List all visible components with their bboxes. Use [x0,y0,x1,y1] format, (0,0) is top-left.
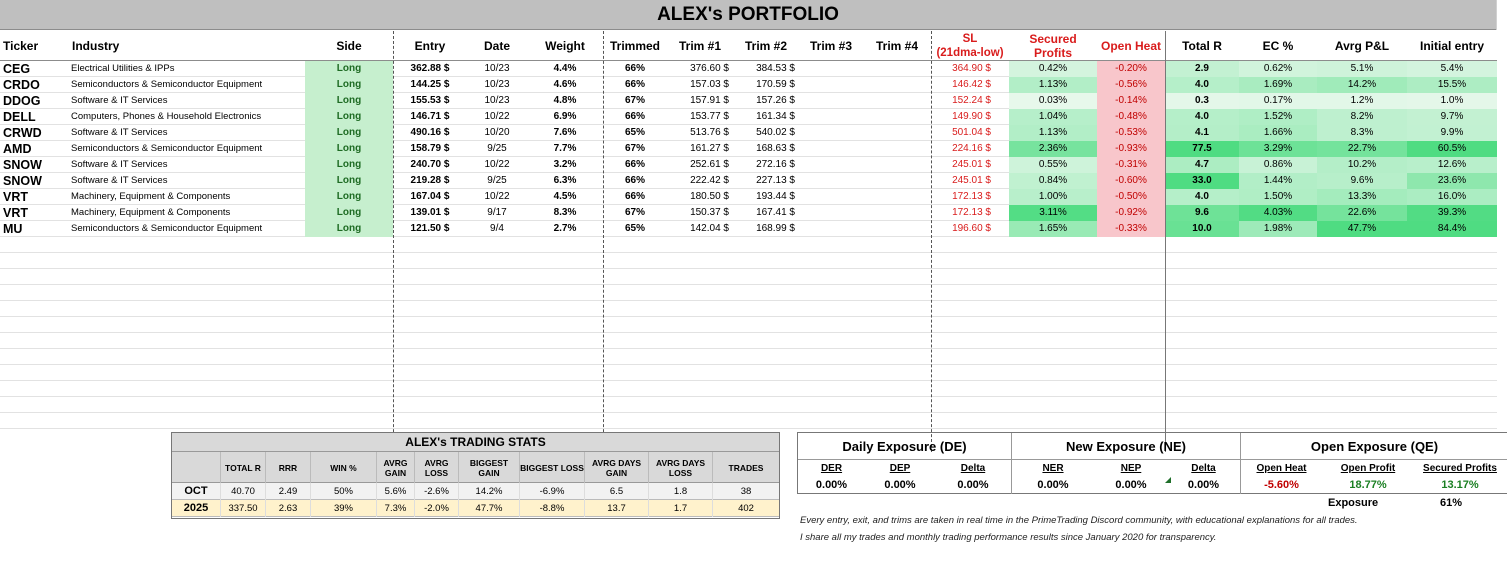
cell-side[interactable]: Long [305,173,393,189]
cell-ticker[interactable]: CEG [3,62,31,76]
table-row[interactable] [0,109,1497,125]
cell-side[interactable]: Long [305,205,393,221]
cell-trim2[interactable]: 167.41 $ [756,207,795,218]
cell-ec[interactable]: 0.17% [1239,93,1317,109]
table-row[interactable] [0,141,1497,157]
cell-trimmed[interactable]: 66% [624,79,645,90]
empty-row[interactable] [0,349,1497,365]
cell-total-r[interactable]: 4.0 [1165,189,1239,205]
cell-sl[interactable]: 149.90 $ [952,111,991,122]
col-avrg-pnl[interactable]: Avrg P&L [1334,39,1390,53]
empty-row[interactable] [0,397,1497,413]
cell-initial-entry[interactable]: 9.7% [1407,109,1497,125]
cell-trimmed[interactable]: 66% [624,159,645,170]
exposure-value-cell: -5.60% [1264,479,1299,491]
cell-ec[interactable]: 3.29% [1239,141,1317,157]
cell-ec[interactable]: 1.52% [1239,109,1317,125]
exposure-value-cell: 18.77% [1349,479,1387,491]
exposure-value-cell: 0.00% [1115,479,1147,491]
cell-industry[interactable]: Machinery, Equipment & Components [71,207,231,218]
empty-row[interactable] [0,381,1497,397]
column-divider [1165,31,1166,452]
exposure-value-cell: 0.00% [1187,479,1220,491]
exposure-subheader: NEP [1120,463,1142,474]
stats-row-label: 2025 [183,502,209,514]
empty-row[interactable] [0,253,1497,269]
col-entry[interactable]: Entry [414,39,446,53]
cell-side[interactable]: Long [305,157,393,173]
col-weight[interactable]: Weight [545,39,585,53]
cell-ec[interactable]: 1.66% [1239,125,1317,141]
column-divider [393,31,394,452]
cell-secured-profits[interactable]: 3.11% [1009,205,1097,221]
cell-trimmed[interactable]: 66% [624,175,645,186]
cell-trim2[interactable]: 168.99 $ [756,223,795,234]
stats-col-header: AVRG DAYS LOSS [648,452,712,483]
cell-side[interactable]: Long [305,109,393,125]
col-sl[interactable] [931,31,1009,61]
stats-value: 14.2% [458,483,519,500]
cell-secured-profits[interactable]: 1.00% [1009,189,1097,205]
col-date[interactable]: Date [483,39,510,53]
cell-secured-profits[interactable]: 1.65% [1009,221,1097,237]
stats-col-header: WIN % [310,452,376,483]
cell-date[interactable]: 9/25 [487,175,507,186]
cell-avrg-pnl[interactable]: 10.2% [1317,157,1407,173]
cell-open-heat[interactable]: -0.31% [1097,157,1165,173]
cell-entry[interactable]: 146.71 $ [410,111,450,122]
cell-total-r[interactable]: 33.0 [1165,173,1239,189]
cell-trim2[interactable]: 157.26 $ [756,95,795,106]
cell-industry[interactable]: Computers, Phones & Household Electronics [71,111,262,122]
cell-date[interactable]: 10/23 [484,63,510,74]
portfolio-title: ALEX's PORTFOLIO [0,0,1496,30]
cell-initial-entry[interactable]: 39.3% [1407,205,1497,221]
cell-avrg-pnl[interactable]: 22.6% [1317,205,1407,221]
column-divider [931,31,932,452]
cell-sl[interactable]: 224.16 $ [952,143,991,154]
group-open-exposure: Open Exposure (QE) [1240,433,1507,460]
cell-weight[interactable]: 7.6% [553,127,577,138]
portfolio-table [0,31,1497,429]
cell-weight[interactable]: 4.5% [553,191,577,202]
cell-initial-entry[interactable]: 16.0% [1407,189,1497,205]
cell-sl[interactable]: 146.42 $ [952,79,991,90]
cell-trim2[interactable]: 384.53 $ [756,63,795,74]
col-trim3[interactable]: Trim #3 [809,39,853,53]
cell-ticker[interactable]: SNOW [3,174,42,188]
cell-side[interactable]: Long [305,93,393,109]
cell-secured-profits[interactable]: 0.42% [1009,61,1097,77]
cell-secured-profits[interactable]: 1.13% [1009,125,1097,141]
col-side[interactable]: Side [336,39,362,53]
stats-value: 7.3% [376,500,414,517]
cell-ec[interactable]: 0.62% [1239,61,1317,77]
cell-industry[interactable]: Machinery, Equipment & Components [71,191,231,202]
cell-industry[interactable]: Software & IT Services [71,159,168,170]
cell-date[interactable]: 9/25 [487,143,507,154]
cell-trim1[interactable]: 252.61 $ [690,159,729,170]
exposure-subheader: Secured Profits [1423,463,1497,474]
exposure-subheader: DER [820,463,843,474]
stats-value: -8.8% [519,500,584,517]
cell-total-r[interactable]: 4.0 [1165,77,1239,93]
cell-total-r[interactable]: 0.3 [1165,93,1239,109]
stats-col-header: BIGGEST GAIN [458,452,519,483]
note-line-2: I share all my trades and monthly trading performance results since January 2020 for transparency. [800,532,1217,543]
cell-comment-marker-icon [1165,477,1171,483]
stats-value: 6.5 [584,483,648,500]
stats-value: 2.63 [265,500,310,517]
col-total-r[interactable]: Total R [1182,39,1222,53]
cell-date[interactable]: 10/22 [484,159,510,170]
cell-ticker[interactable]: CRWD [3,126,42,140]
cell-initial-entry[interactable]: 5.4% [1407,61,1497,77]
table-body [0,61,1497,429]
cell-total-r[interactable]: 4.0 [1165,109,1239,125]
cell-trim1[interactable]: 513.76 $ [690,127,729,138]
cell-avrg-pnl[interactable]: 9.6% [1317,173,1407,189]
cell-weight[interactable]: 6.9% [553,111,577,122]
cell-open-heat[interactable]: -0.33% [1097,221,1165,237]
stats-value: 1.8 [648,483,712,500]
table-row[interactable] [0,93,1497,109]
stats-col-header: TRADES [712,452,779,483]
cell-open-heat[interactable]: -0.92% [1097,205,1165,221]
cell-total-r[interactable]: 4.1 [1165,125,1239,141]
table-header [0,31,1497,61]
cell-trimmed[interactable]: 66% [624,111,645,122]
cell-entry[interactable]: 144.25 $ [410,79,450,90]
cell-trim2[interactable]: 540.02 $ [756,127,795,138]
exposure-subheader: Delta [960,463,986,474]
empty-row[interactable] [0,317,1497,333]
cell-open-heat[interactable]: -0.14% [1097,93,1165,109]
cell-side[interactable]: Long [305,61,393,77]
cell-trimmed[interactable]: 67% [624,143,645,154]
stats-value: 50% [310,483,376,500]
cell-ec[interactable]: 1.69% [1239,77,1317,93]
exposure-subheader: DEP [889,463,911,474]
cell-trimmed[interactable]: 66% [624,63,645,74]
cell-trim2[interactable]: 227.13 $ [756,175,795,186]
empty-row[interactable] [0,365,1497,381]
cell-trim1[interactable]: 161.27 $ [690,143,729,154]
table-row[interactable] [0,157,1497,173]
cell-ec[interactable]: 4.03% [1239,205,1317,221]
cell-trim2[interactable]: 168.63 $ [756,143,795,154]
cell-trim2[interactable]: 161.34 $ [756,111,795,122]
cell-trim1[interactable]: 142.04 $ [690,223,729,234]
stats-header-row [172,452,779,483]
stats-value: 2.49 [265,483,310,500]
col-open-heat[interactable]: Open Heat [1100,39,1161,53]
col-sl-line1: SL [962,33,978,45]
cell-open-heat[interactable]: -0.53% [1097,125,1165,141]
cell-ec[interactable]: 1.50% [1239,189,1317,205]
stats-value: 13.7 [584,500,648,517]
exposure-divider [1011,460,1012,494]
empty-row[interactable] [0,413,1497,429]
cell-trim1[interactable]: 150.37 $ [690,207,729,218]
cell-date[interactable]: 10/23 [484,95,510,106]
cell-initial-entry[interactable]: 23.6% [1407,173,1497,189]
cell-avrg-pnl[interactable]: 8.2% [1317,109,1407,125]
stats-col-header: BIGGEST LOSS [519,452,584,483]
cell-ticker[interactable]: DELL [3,110,36,124]
cell-trimmed[interactable]: 66% [624,191,645,202]
cell-industry[interactable]: Semiconductors & Semiconductor Equipment [71,223,263,234]
exposure-subheader: Delta [1191,463,1216,474]
cell-trim1[interactable]: 180.50 $ [690,191,729,202]
cell-weight[interactable]: 6.3% [553,175,577,186]
cell-open-heat[interactable]: -0.93% [1097,141,1165,157]
empty-row[interactable] [0,285,1497,301]
cell-open-heat[interactable]: -0.50% [1097,189,1165,205]
cell-sl[interactable]: 245.01 $ [952,175,991,186]
table-row[interactable] [0,221,1497,237]
cell-initial-entry[interactable]: 60.5% [1407,141,1497,157]
col-industry[interactable]: Industry [72,39,120,53]
cell-secured-profits[interactable]: 1.04% [1009,109,1097,125]
col-initial-entry[interactable]: Initial entry [1419,39,1484,53]
cell-trimmed[interactable]: 67% [624,207,645,218]
cell-trim1[interactable]: 157.03 $ [690,79,729,90]
cell-entry[interactable]: 139.01 $ [410,207,450,218]
cell-trim2[interactable]: 193.44 $ [756,191,795,202]
stats-value: 5.6% [376,483,414,500]
cell-secured-profits[interactable]: 0.55% [1009,157,1097,173]
cell-entry[interactable]: 121.50 $ [410,223,450,234]
cell-total-r[interactable]: 77.5 [1165,141,1239,157]
cell-avrg-pnl[interactable]: 14.2% [1317,77,1407,93]
cell-total-r[interactable]: 9.6 [1165,205,1239,221]
cell-entry[interactable]: 158.79 $ [410,143,450,154]
cell-weight[interactable]: 3.2% [553,159,577,170]
table-row[interactable] [0,189,1497,205]
stats-row [172,483,779,500]
stats-value: -2.6% [414,483,458,500]
stats-col-header: AVRG GAIN [376,452,414,483]
cell-weight[interactable]: 4.4% [553,63,577,74]
cell-avrg-pnl[interactable]: 47.7% [1317,221,1407,237]
col-sl-line2: (21dma-low) [936,47,1004,59]
cell-side[interactable]: Long [305,141,393,157]
cell-avrg-pnl[interactable]: 5.1% [1317,61,1407,77]
cell-sl[interactable]: 172.13 $ [952,191,991,202]
empty-row[interactable] [0,333,1497,349]
exposure-value-cell: 0.00% [815,479,848,491]
trading-stats [171,432,780,519]
cell-entry[interactable]: 362.88 $ [410,63,450,74]
cell-trim1[interactable]: 222.42 $ [690,175,729,186]
cell-date[interactable]: 10/20 [484,127,510,138]
col-trim2[interactable]: Trim #2 [744,39,788,53]
stats-value: 40.70 [220,483,265,500]
cell-industry[interactable]: Software & IT Services [71,127,168,138]
stats-value: 402 [712,500,779,517]
cell-total-r[interactable]: 4.7 [1165,157,1239,173]
column-divider [603,31,604,452]
stats-title: ALEX's TRADING STATS [172,433,779,452]
cell-initial-entry[interactable]: 84.4% [1407,221,1497,237]
cell-ticker[interactable]: MU [3,222,23,236]
col-secured-profits[interactable]: Secured Profits [1029,32,1077,60]
cell-date[interactable]: 10/23 [484,79,510,90]
cell-trimmed[interactable]: 65% [624,127,645,138]
stats-value: 39% [310,500,376,517]
stats-value: 38 [712,483,779,500]
empty-row[interactable] [0,269,1497,285]
stats-value: 1.7 [648,500,712,517]
table-row[interactable] [0,173,1497,189]
exposure-panel [797,432,1507,494]
cell-sl[interactable]: 196.60 $ [952,223,991,234]
exposure-value-cell: 0.00% [957,479,989,491]
table-row[interactable] [0,205,1497,221]
cell-secured-profits[interactable]: 0.84% [1009,173,1097,189]
cell-sl[interactable]: 501.04 $ [952,127,991,138]
cell-entry[interactable]: 490.16 $ [410,127,450,138]
cell-trim1[interactable]: 157.91 $ [690,95,729,106]
cell-initial-entry[interactable]: 12.6% [1407,157,1497,173]
stats-col-header: AVRG LOSS [414,452,458,483]
exposure-divider [1240,460,1241,494]
cell-weight[interactable]: 4.6% [553,79,577,90]
cell-initial-entry[interactable]: 9.9% [1407,125,1497,141]
cell-sl[interactable]: 152.24 $ [952,95,991,106]
cell-date[interactable]: 10/22 [484,191,510,202]
cell-secured-profits[interactable]: 0.03% [1009,93,1097,109]
cell-side[interactable]: Long [305,221,393,237]
col-ticker[interactable]: Ticker [3,39,39,53]
cell-ticker[interactable]: CRDO [3,78,40,92]
cell-ticker[interactable]: SNOW [3,158,42,172]
stats-rows [172,483,779,517]
stats-row-label: OCT [184,485,208,497]
cell-trim2[interactable]: 170.59 $ [756,79,795,90]
empty-row[interactable] [0,301,1497,317]
stats-value: 337.50 [220,500,265,517]
cell-ticker[interactable]: AMD [3,142,32,156]
cell-ticker[interactable]: VRT [3,206,28,220]
cell-avrg-pnl[interactable]: 8.3% [1317,125,1407,141]
cell-weight[interactable]: 8.3% [553,207,577,218]
stats-value: -6.9% [519,483,584,500]
cell-side[interactable]: Long [305,189,393,205]
exposure-subheaders [798,460,1507,477]
cell-avrg-pnl[interactable]: 1.2% [1317,93,1407,109]
exposure-value-cell: 0.00% [1037,479,1069,491]
note-line-1: Every entry, exit, and trims are taken in real time in the PrimeTrading Discord community, with educational explanations for all trades. [800,515,1358,526]
table-row[interactable] [0,61,1497,77]
cell-industry[interactable]: Software & IT Services [71,95,168,106]
exposure-value: 61% [1440,497,1463,509]
cell-sl[interactable]: 245.01 $ [952,159,991,170]
cell-ticker[interactable]: VRT [3,190,28,204]
cell-ec[interactable]: 0.86% [1239,157,1317,173]
exposure-groups [798,433,1507,460]
cell-secured-profits[interactable]: 1.13% [1009,77,1097,93]
cell-trim2[interactable]: 272.16 $ [756,159,795,170]
stats-col-header: AVRG DAYS GAIN [584,452,648,483]
cell-total-r[interactable]: 2.9 [1165,61,1239,77]
exposure-subheader: Open Profit [1340,463,1396,474]
cell-ec[interactable]: 1.44% [1239,173,1317,189]
cell-ticker[interactable]: DDOG [3,94,41,108]
stats-col-header: RRR [265,452,310,483]
cell-secured-profits[interactable]: 2.36% [1009,141,1097,157]
cell-open-heat[interactable]: -0.20% [1097,61,1165,77]
cell-trim1[interactable]: 376.60 $ [690,63,729,74]
cell-sl[interactable]: 172.13 $ [952,207,991,218]
cell-sl[interactable]: 364.90 $ [952,63,991,74]
cell-entry[interactable]: 219.28 $ [410,175,450,186]
stats-row [172,500,779,517]
col-trim4[interactable]: Trim #4 [875,39,919,53]
cell-ec[interactable]: 1.98% [1239,221,1317,237]
cell-trimmed[interactable]: 65% [624,223,645,234]
cell-trimmed[interactable]: 67% [624,95,645,106]
cell-industry[interactable]: Semiconductors & Semiconductor Equipment [71,79,263,90]
cell-avrg-pnl[interactable]: 13.3% [1317,189,1407,205]
cell-entry[interactable]: 155.53 $ [410,95,450,106]
group-daily-exposure: Daily Exposure (DE) [842,439,967,454]
cell-weight[interactable]: 7.7% [553,143,577,154]
exposure-subheader: Open Heat [1256,463,1307,474]
cell-side[interactable]: Long [305,77,393,93]
cell-date[interactable]: 9/4 [490,223,504,234]
stats-col-header: TOTAL R [220,452,265,483]
cell-trim1[interactable]: 153.77 $ [690,111,729,122]
cell-industry[interactable]: Semiconductors & Semiconductor Equipment [71,143,263,154]
empty-row[interactable] [0,237,1497,253]
exposure-value-cell: 0.00% [884,479,916,491]
exposure-values [798,477,1507,494]
cell-open-heat[interactable]: -0.56% [1097,77,1165,93]
col-trimmed[interactable]: Trimmed [609,39,660,53]
table-row[interactable] [0,77,1497,93]
exposure-label: Exposure [1328,497,1379,509]
col-trim1[interactable]: Trim #1 [678,39,722,53]
cell-total-r[interactable]: 10.0 [1165,221,1239,237]
stats-value: -2.0% [414,500,458,517]
col-ec[interactable]: EC % [1262,39,1294,53]
cell-initial-entry[interactable]: 15.5% [1407,77,1497,93]
cell-entry[interactable]: 240.70 $ [410,159,450,170]
cell-open-heat[interactable]: -0.48% [1097,109,1165,125]
table-row[interactable] [0,125,1497,141]
cell-weight[interactable]: 2.7% [553,223,577,234]
stats-value: 47.7% [458,500,519,517]
cell-open-heat[interactable]: -0.60% [1097,173,1165,189]
group-new-exposure: New Exposure (NE) [1011,433,1240,460]
cell-date[interactable]: 10/22 [484,111,510,122]
exposure-subheader: NER [1042,463,1064,474]
cell-industry[interactable]: Software & IT Services [71,175,168,186]
cell-weight[interactable]: 4.8% [553,95,577,106]
cell-side[interactable]: Long [305,125,393,141]
cell-entry[interactable]: 167.04 $ [410,191,450,202]
cell-date[interactable]: 9/17 [487,207,507,218]
cell-industry[interactable]: Electrical Utilities & IPPs [71,63,175,74]
exposure-value-cell: 13.17% [1441,479,1479,491]
cell-initial-entry[interactable]: 1.0% [1407,93,1497,109]
cell-avrg-pnl[interactable]: 22.7% [1317,141,1407,157]
